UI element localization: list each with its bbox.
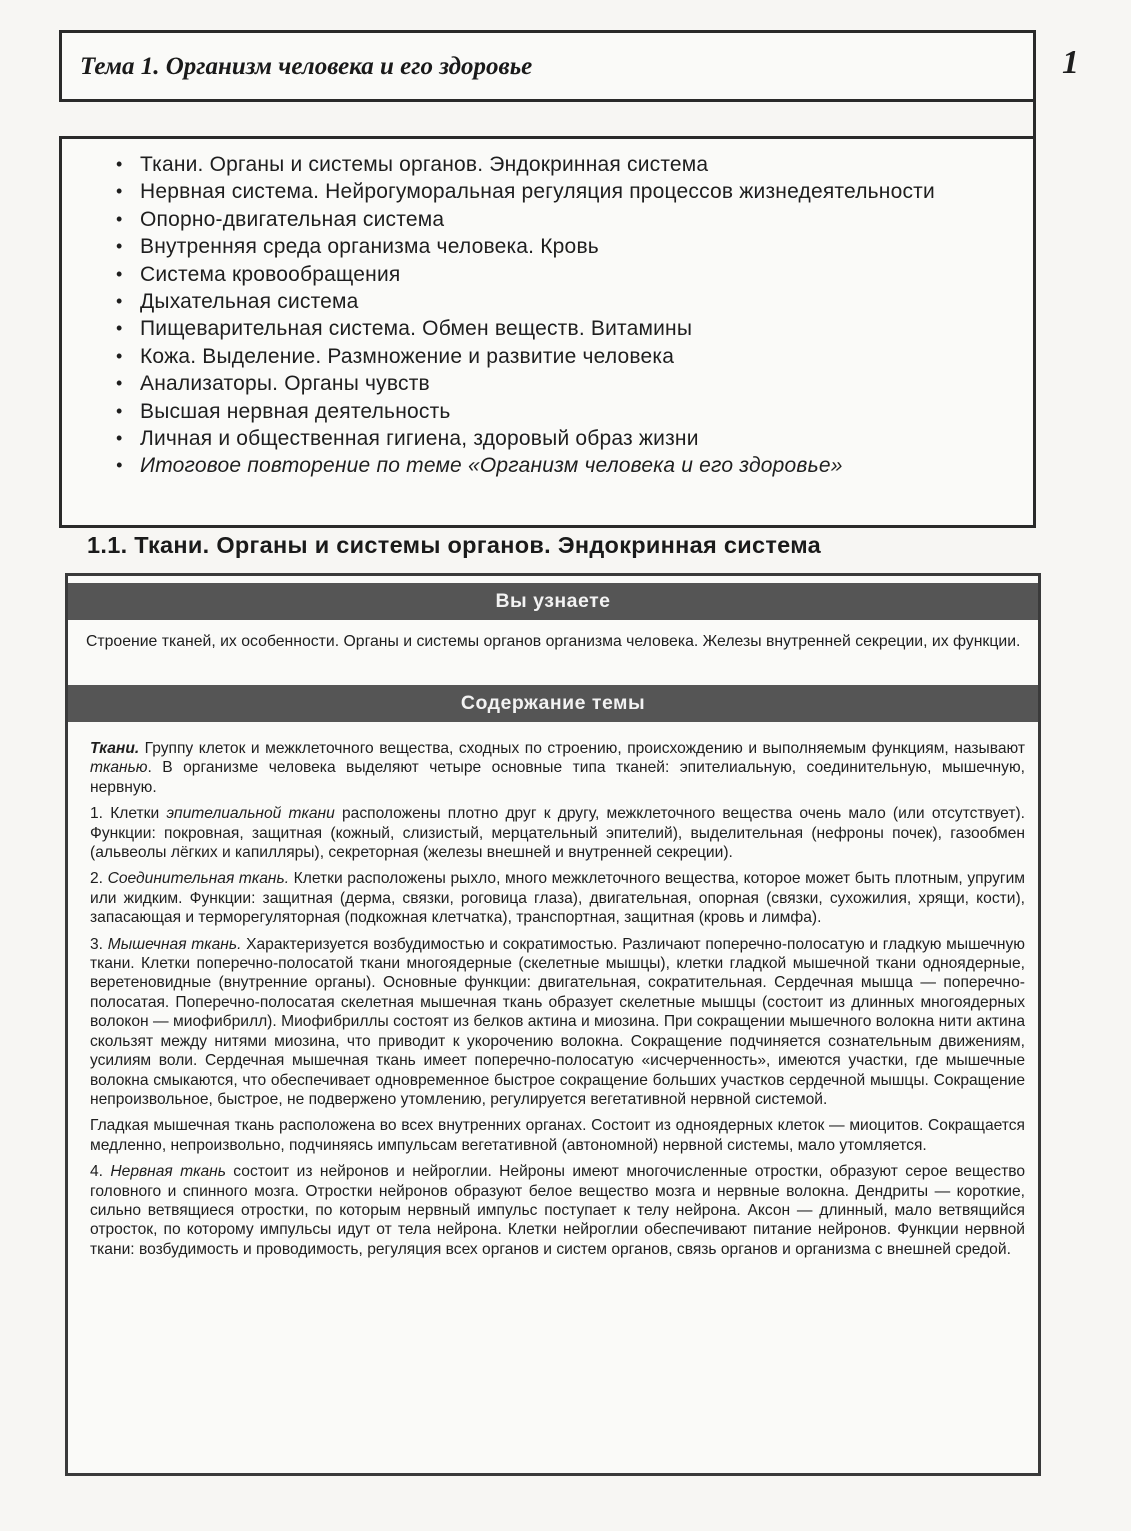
outline-item-text: Личная и общественная гигиена, здоровый образ жизни <box>140 427 699 451</box>
paragraph-muscle <box>90 935 1025 1110</box>
topic-title: Тема 1. Организм человека и его здоровье <box>80 53 533 80</box>
outline-item-text: Итоговое повторение по теме «Организм человека и его здоровье» <box>140 454 843 478</box>
term: тканью <box>90 759 148 777</box>
topic-outline-box <box>59 136 1036 528</box>
bullet-icon: • <box>116 181 123 202</box>
paragraph-number: 1. Клетки <box>90 805 167 823</box>
outline-item-text: Внутренняя среда организма человека. Кровь <box>140 235 599 259</box>
outline-item-text: Пищеварительная система. Обмен веществ. Витамины <box>140 317 693 341</box>
term: Нервная ткань <box>110 1163 226 1181</box>
term: Соединительная ткань. <box>107 870 290 888</box>
outline-item <box>116 288 1006 315</box>
bullet-icon: • <box>116 236 123 257</box>
bullet-icon: • <box>116 263 123 284</box>
outline-item-text: Анализаторы. Органы чувств <box>140 372 430 396</box>
topic-header-box <box>59 30 1036 102</box>
paragraph-text: Гладкая мышечная ткань расположена во всех внутренних органах. Состоит из одноядерных клеток — миоцитов. Сокращается медленно, непроизвольно, подчиняясь импульсам вегетативной (автономной) нервной системы, мало утомляется. <box>90 1117 1025 1154</box>
paragraph-text: Группу клеток и межклеточного вещества, сходных по строению, происхождению и выполняемым функциям, называют <box>139 740 1025 757</box>
bullet-icon: • <box>116 154 123 174</box>
outline-item <box>116 343 1006 370</box>
term: эпителиальной ткани <box>166 805 335 823</box>
paragraph-text: расположены плотно друг к другу, межклеточного вещества очень мало (или отсутствует). Функции: покровная, защитная (кожный, слизистый, мерцательный эпителий), выделительная (нефроны почек), газообмен (альвеолы лёгких и капилляры), секреторная (железы внешней и внутренней секреции). <box>90 805 1026 862</box>
paragraph-number: 2. <box>90 870 108 888</box>
outline-item <box>116 151 1006 178</box>
outline-item <box>116 425 1006 452</box>
outline-item <box>116 398 1006 425</box>
outline-item-text: Дыхательная система <box>140 290 359 314</box>
bullet-icon: • <box>116 373 123 394</box>
outline-item-text: Ткани. Органы и системы органов. Эндокринная система <box>140 153 709 176</box>
outline-item <box>116 261 1006 288</box>
outline-item <box>116 233 1006 260</box>
bullet-icon: • <box>116 208 123 229</box>
paragraph-connective <box>90 869 1025 927</box>
outline-item-final-review <box>116 452 1006 479</box>
outline-item <box>116 206 1006 233</box>
bullet-icon: • <box>116 455 123 476</box>
outline-item-text: Опорно-двигательная система <box>140 207 445 231</box>
content-body <box>90 739 1025 1266</box>
outline-item <box>116 178 1006 205</box>
term: Мышечная ткань. <box>107 935 242 953</box>
paragraph-text: состоит из нейронов и нейроглии. Нейроны имеют многочисленные отростки, образуют серое вещество головного и спинного мозга. Отростки нейронов образуют белое вещество мозга и нервные волокна. Дендриты — короткие, сильно ветвящиеся отростки, по которым нервный импульс поступает к телу нейрона. Аксон — длинный, мало ветвящийся отросток, по которому импульсы идут от тела нейрона. Клетки нейроглии обеспечивают питание нейронов. Функции нервной ткани: возбудимость и проводимость, регуляция всех органов и систем органов, связь органов и организма с внешней средой. <box>90 1163 1026 1258</box>
outline-item-text: Система кровообращения <box>140 262 401 286</box>
outline-item <box>116 370 1006 397</box>
paragraph-tissues <box>90 739 1025 797</box>
paragraph-number: 4. <box>90 1163 111 1181</box>
section-heading: 1.1. Ткани. Органы и системы органов. Эндокринная система <box>87 532 821 558</box>
outline-item-text: Высшая нервная деятельность <box>140 399 451 423</box>
topic-outline-list <box>116 151 1006 480</box>
paragraph-lead: Ткани. <box>90 740 140 757</box>
paragraph-text: Характеризуется возбудимостью и сократимостью. Различают поперечно-полосатую и гладкую мышечную ткани. Клетки поперечно-полосатой ткани многоядерные (скелетные мышцы), клетки гладкой мышечной ткани одноядерные, веретеновидные (внутренние органы). Основные функции: двигательная, сократительная. Сердечная мышца — поперечно-полосатая. Поперечно-полосатая скелетная мышечная ткань образует скелетные мышцы (состоит из длинных многоядерных волокон — миофибрилл). Миофибриллы состоят из белков актина и миозина. При сокращении мышечного волокна нити актина скользят между нитями миозина, что приводит к укорочению волокна. Сокращение подчиняется сознательным движениям, усилиям воли. Сердечная мышечная ткань имеет поперечно-полосатую «исчерченность», имеются участки, где мышечные волокна смыкаются, что обеспечивает одновременное быстрое сокращение больших участков сердечной мышцы. Сокращение непроизвольное, быстрое, не подвержено утомлению, регулируется вегетативной нервной системой. <box>90 935 1025 1108</box>
paragraph-number: 3. <box>90 935 108 953</box>
paragraph-epithelial <box>90 804 1025 862</box>
bullet-icon: • <box>116 428 123 449</box>
learn-text: Строение тканей, их особенности. Органы и системы органов организма человека. Железы внутренней секреции, их функции. <box>86 633 1021 650</box>
outline-item-text: Кожа. Выделение. Размножение и развитие человека <box>140 344 675 368</box>
content-header: Содержание темы <box>68 685 1038 722</box>
bullet-icon: • <box>116 291 123 312</box>
bullet-icon: • <box>116 318 123 339</box>
page-number: 1 <box>1062 44 1079 81</box>
box-connector-line <box>1033 100 1036 137</box>
outline-item-text: Нервная система. Нейрогуморальная регуляция процессов жизнедеятельности <box>140 180 935 204</box>
bullet-icon: • <box>116 345 123 366</box>
outline-item <box>116 315 1006 342</box>
paragraph-text: Клетки расположены рыхло, много межклеточного вещества, которое может быть плотным, упругим или жидким. Функции: защитная (дерма, связки, роговица глаза), двигательная, опорная (связки, сухожилия, хрящи, кости), запасающая и терморегуляторная (подкожная клетчатка), транспортная, защитная (кровь и лимфа). <box>90 870 1025 927</box>
bullet-icon: • <box>116 400 123 421</box>
section-content-box <box>65 573 1041 1476</box>
learn-header: Вы узнаете <box>68 583 1038 620</box>
paragraph-nervous <box>90 1162 1025 1259</box>
paragraph-smooth-muscle <box>90 1116 1025 1155</box>
paragraph-text: . В организме человека выделяют четыре основные типа тканей: эпителиальную, соединительную, мышечную, нервную. <box>90 759 1025 796</box>
